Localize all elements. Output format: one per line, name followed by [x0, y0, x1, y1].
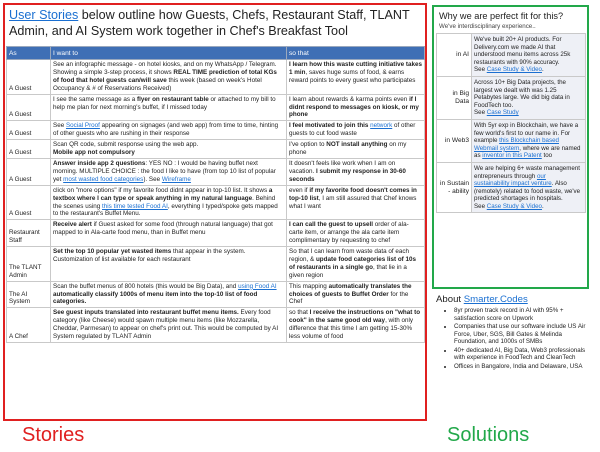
table-header-row — [7, 47, 425, 60]
story-so-that — [287, 158, 425, 185]
expertise-row — [437, 119, 586, 162]
inline-link[interactable]: Case Study — [486, 109, 519, 117]
about-title-prefix: About — [436, 294, 464, 305]
text-run: for the Chef — [289, 290, 409, 306]
story-want — [51, 140, 287, 159]
stories-panel — [3, 3, 427, 421]
story-actor: A Guest — [7, 60, 51, 95]
bold-text: if I didnt respond to messages on kiosk, or my phone — [289, 95, 419, 119]
story-want — [51, 281, 287, 308]
inline-link[interactable]: Wireframe — [161, 175, 191, 183]
story-want — [51, 247, 287, 282]
story-row — [7, 94, 425, 121]
text-run: See — [474, 109, 487, 117]
inline-link[interactable]: inventor in this Patent — [482, 152, 542, 160]
text-run: See — [53, 122, 66, 130]
story-actor: A Guest — [7, 121, 51, 140]
expertise-category: in Sustain - ability — [437, 162, 472, 213]
bold-text: I can call the guest to upsell — [289, 221, 373, 229]
bold-text: I submit my response in 30-60 seconds — [289, 167, 406, 183]
story-want — [51, 308, 287, 343]
about-section — [434, 294, 594, 371]
text-run: Scan the buffet menus of 800 hotels (this would be Big Data), and — [53, 282, 239, 290]
inline-link[interactable]: Case Study & Video — [486, 66, 542, 74]
story-so-that — [287, 281, 425, 308]
bold-text: automatically translates the choices of guests to Buffet Order — [289, 282, 412, 298]
bold-text: automatically classify 1000s of menu item into the top-10 list of food categories. — [53, 290, 258, 306]
text-run: too — [541, 152, 553, 160]
inline-link[interactable]: network — [370, 122, 393, 130]
solutions-panel — [432, 5, 589, 289]
story-actor: A Guest — [7, 140, 51, 159]
text-run: even if — [289, 186, 310, 194]
solutions-title: Why we are perfect fit for this? — [439, 11, 564, 21]
text-run: It doesn't feels like work when I am on vacation. — [289, 159, 396, 175]
bold-text: NOT install anything — [326, 141, 388, 149]
story-want — [51, 185, 287, 220]
story-want — [51, 158, 287, 185]
expertise-description — [472, 119, 586, 162]
header-want: I want to — [51, 47, 287, 60]
story-so-that — [287, 121, 425, 140]
text-run: , where we are named as — [474, 144, 581, 160]
story-row — [7, 121, 425, 140]
bold-text: See guest inputs translated into restaurant buffet menu items. — [53, 309, 239, 317]
text-run: . Also (remotely) related to food waste, we've predicted shortages in hospitals. — [474, 180, 581, 203]
stories-label: Stories — [22, 424, 85, 446]
story-so-that — [287, 60, 425, 95]
story-row — [7, 247, 425, 282]
story-row — [7, 60, 425, 95]
bold-text: update food categories list of 10s of restaurants in a single go — [289, 255, 417, 271]
inline-link[interactable]: our sustainability impact venture — [474, 172, 552, 188]
user-stories-link[interactable]: User Stories — [9, 8, 79, 22]
story-actor: The TLANT Admin — [7, 247, 51, 282]
bold-text: flyer on restaurant table — [137, 95, 209, 103]
story-row — [7, 140, 425, 159]
text-run: click on "more options" if my favorite food didnt appear in top-10 list. It shows — [53, 186, 269, 194]
solutions-subtitle: We've interdisciplinary experience.. — [439, 23, 536, 30]
smarter-codes-link[interactable]: Smarter.Codes — [463, 294, 528, 305]
text-run: I learn about rewards & karma points even — [289, 95, 410, 103]
text-run: Scan QR code, submit response using the web app. — [53, 141, 199, 149]
text-run: With 5yr exp in Blockchain, we have a few world's first to our name in. For example — [474, 121, 579, 145]
bold-text: Answer inside app 2 questions — [53, 159, 146, 167]
text-run: , I am still assured that Chef knows what I want — [289, 194, 417, 210]
bold-text: REAL TIME prediction of total KGs of food that hotel guests can/will save — [53, 68, 277, 84]
story-row — [7, 220, 425, 247]
text-run: This mapping — [289, 282, 329, 290]
story-row — [7, 281, 425, 308]
story-actor: A Chef — [7, 308, 51, 343]
story-actor: The AI System — [7, 281, 51, 308]
text-run: : YES NO : I would be having buffet next morning. MULTIPLE CHOICE : the food I like to have (from top 10 list of popular yet — [53, 159, 276, 183]
bold-text: if my favorite food doesn't comes in top-10 list — [289, 186, 417, 202]
story-so-that — [287, 220, 425, 247]
bold-text: Mobile app not compulsory — [53, 149, 135, 157]
text-run: order of ala-carte item, or arrange the ala carte item complimentary by requesting to chef — [289, 221, 409, 245]
text-run: Across 10+ Big Data projects, the largest we dealt with was 1.25 Petabytes large. We did big data in FoodTech too. — [474, 78, 570, 109]
expertise-description — [472, 162, 586, 213]
header-as: As — [7, 47, 51, 60]
story-actor: A Guest — [7, 94, 51, 121]
text-run: that appear in the system. Customization of list available for each restaurant — [53, 248, 246, 263]
text-run: so that — [289, 309, 310, 317]
text-run: of other guests to cut food waste — [289, 122, 416, 138]
text-run: ). See — [143, 175, 162, 183]
inline-link[interactable]: most wasted food categories — [63, 175, 144, 183]
expertise-row — [437, 34, 586, 77]
header-so: so that — [287, 47, 425, 60]
text-run: We've built 20+ AI products. For Delivery.com we made AI that understood menu items across 25k restaurants with 90% accuracy. — [474, 36, 571, 66]
inline-link[interactable]: using Food AI — [238, 282, 277, 290]
solutions-label: Solutions — [447, 424, 530, 446]
text-run: if Guest asked for some food (through natural language) that got mapped to in Ala-carte food menu, than in Buffet menu — [53, 221, 273, 237]
about-list — [434, 307, 594, 370]
story-so-that — [287, 308, 425, 343]
about-item: • Companies that use our software include US Air Force, Uber, SGS, Bill Gates & Melinda Foundation, and 1000s of SMBs — [454, 323, 594, 346]
expertise-category: in Web3 — [437, 119, 472, 162]
expertise-description — [472, 34, 586, 77]
text-run: on my phone — [289, 141, 407, 157]
expertise-row — [437, 76, 586, 119]
text-run: , that lie in a given region — [289, 263, 407, 279]
text-run: , with only difference that this time I am getting 15-30% less volume of food — [289, 317, 414, 341]
text-run: or attached to my bill to help me plan for next morning's buffet, if I missed today — [53, 95, 276, 111]
text-run: this week (based on week's Hotel Occupancy & # of Reservations Received) — [53, 76, 262, 92]
text-run: appearing on signages (and web app) from time to time, hinting of other guests who are rushing in their response — [53, 122, 279, 138]
text-run: I see the same message as a — [53, 95, 138, 103]
expertise-category: in Big Data — [437, 76, 472, 119]
inline-link[interactable]: this Blockchain based Webmail system — [474, 137, 559, 152]
story-want — [51, 121, 287, 140]
story-so-that — [287, 94, 425, 121]
bold-text: Set the top 10 popular yet wasted items — [53, 248, 172, 256]
text-run: . Behind the scenes using — [53, 194, 276, 210]
text-run: , saves huge sums of food, & earns reward points to every guest who participates — [289, 68, 416, 84]
text-run: We are helping 6+ waste management entrepreneurs through — [474, 164, 580, 180]
story-row — [7, 308, 425, 343]
stories-title — [5, 5, 425, 46]
story-want — [51, 94, 287, 121]
story-so-that — [287, 185, 425, 220]
story-actor: A Guest — [7, 185, 51, 220]
bold-text: I learn how this waste cutting initiative takes 1 min — [289, 61, 422, 76]
text-run: See — [474, 66, 487, 74]
bold-text: a textbox where I can type or speak anything in my natural language — [53, 186, 273, 202]
text-run: See an infographic message - on hotel kiosks, and on my WhatsApp / Telegram. Showing a simple 3-step process, it shows — [53, 61, 277, 76]
about-item: • 8yr proven track record in AI with 95% + satisfaction score on Upwork — [454, 307, 594, 322]
story-want — [51, 220, 287, 247]
text-run: I've option to — [289, 141, 327, 149]
inline-link[interactable]: Social Proof — [65, 122, 100, 130]
text-run: . — [542, 202, 544, 210]
about-item: • 40+ dedicated AI, Big Data, Web3 professionals with experience in FoodTech and CleanTech — [454, 347, 594, 362]
bold-text: I receive the instructions on "what to cook" in the same good old way — [289, 309, 421, 325]
text-run: Every food category (like Cheese) would spawn multiple menu items (like Mozzarella, Cheddar, Parmesan) to appear on chef's print out. This would be computed by AI System regulated by TLANT Admin — [53, 309, 279, 341]
inline-link[interactable]: Case Study & Video — [486, 202, 542, 210]
text-run: So that I can learn from waste data of each region, & — [289, 248, 410, 263]
expertise-row — [437, 162, 586, 213]
story-so-that — [287, 247, 425, 282]
text-run: See — [474, 202, 487, 210]
expertise-table — [436, 33, 586, 213]
story-actor: Restaurant Staff — [7, 220, 51, 247]
user-stories-table — [6, 46, 425, 343]
story-want — [51, 60, 287, 95]
story-row — [7, 185, 425, 220]
inline-link[interactable]: this time tested Food AI — [102, 202, 168, 210]
expertise-description — [472, 76, 586, 119]
about-item: • Offices in Bangalore, India and Delaware, USA — [454, 363, 594, 371]
stories-title-text: below outline how Guests, Chefs, Restaurant Staff, TLANT Admin, and AI System work together in Chef's Breakfast Tool — [9, 8, 410, 38]
text-run: , everything I typed/spoke gets mapped to the restaurant's Buffet Menu. — [53, 202, 278, 218]
about-title — [434, 294, 594, 307]
bold-text: Receive alert — [53, 221, 92, 229]
bold-text: I feel motivated to join this — [289, 122, 371, 130]
expertise-category: in AI — [437, 34, 472, 77]
story-so-that — [287, 140, 425, 159]
text-run: . — [542, 66, 544, 74]
story-row — [7, 158, 425, 185]
story-actor: A Guest — [7, 158, 51, 185]
